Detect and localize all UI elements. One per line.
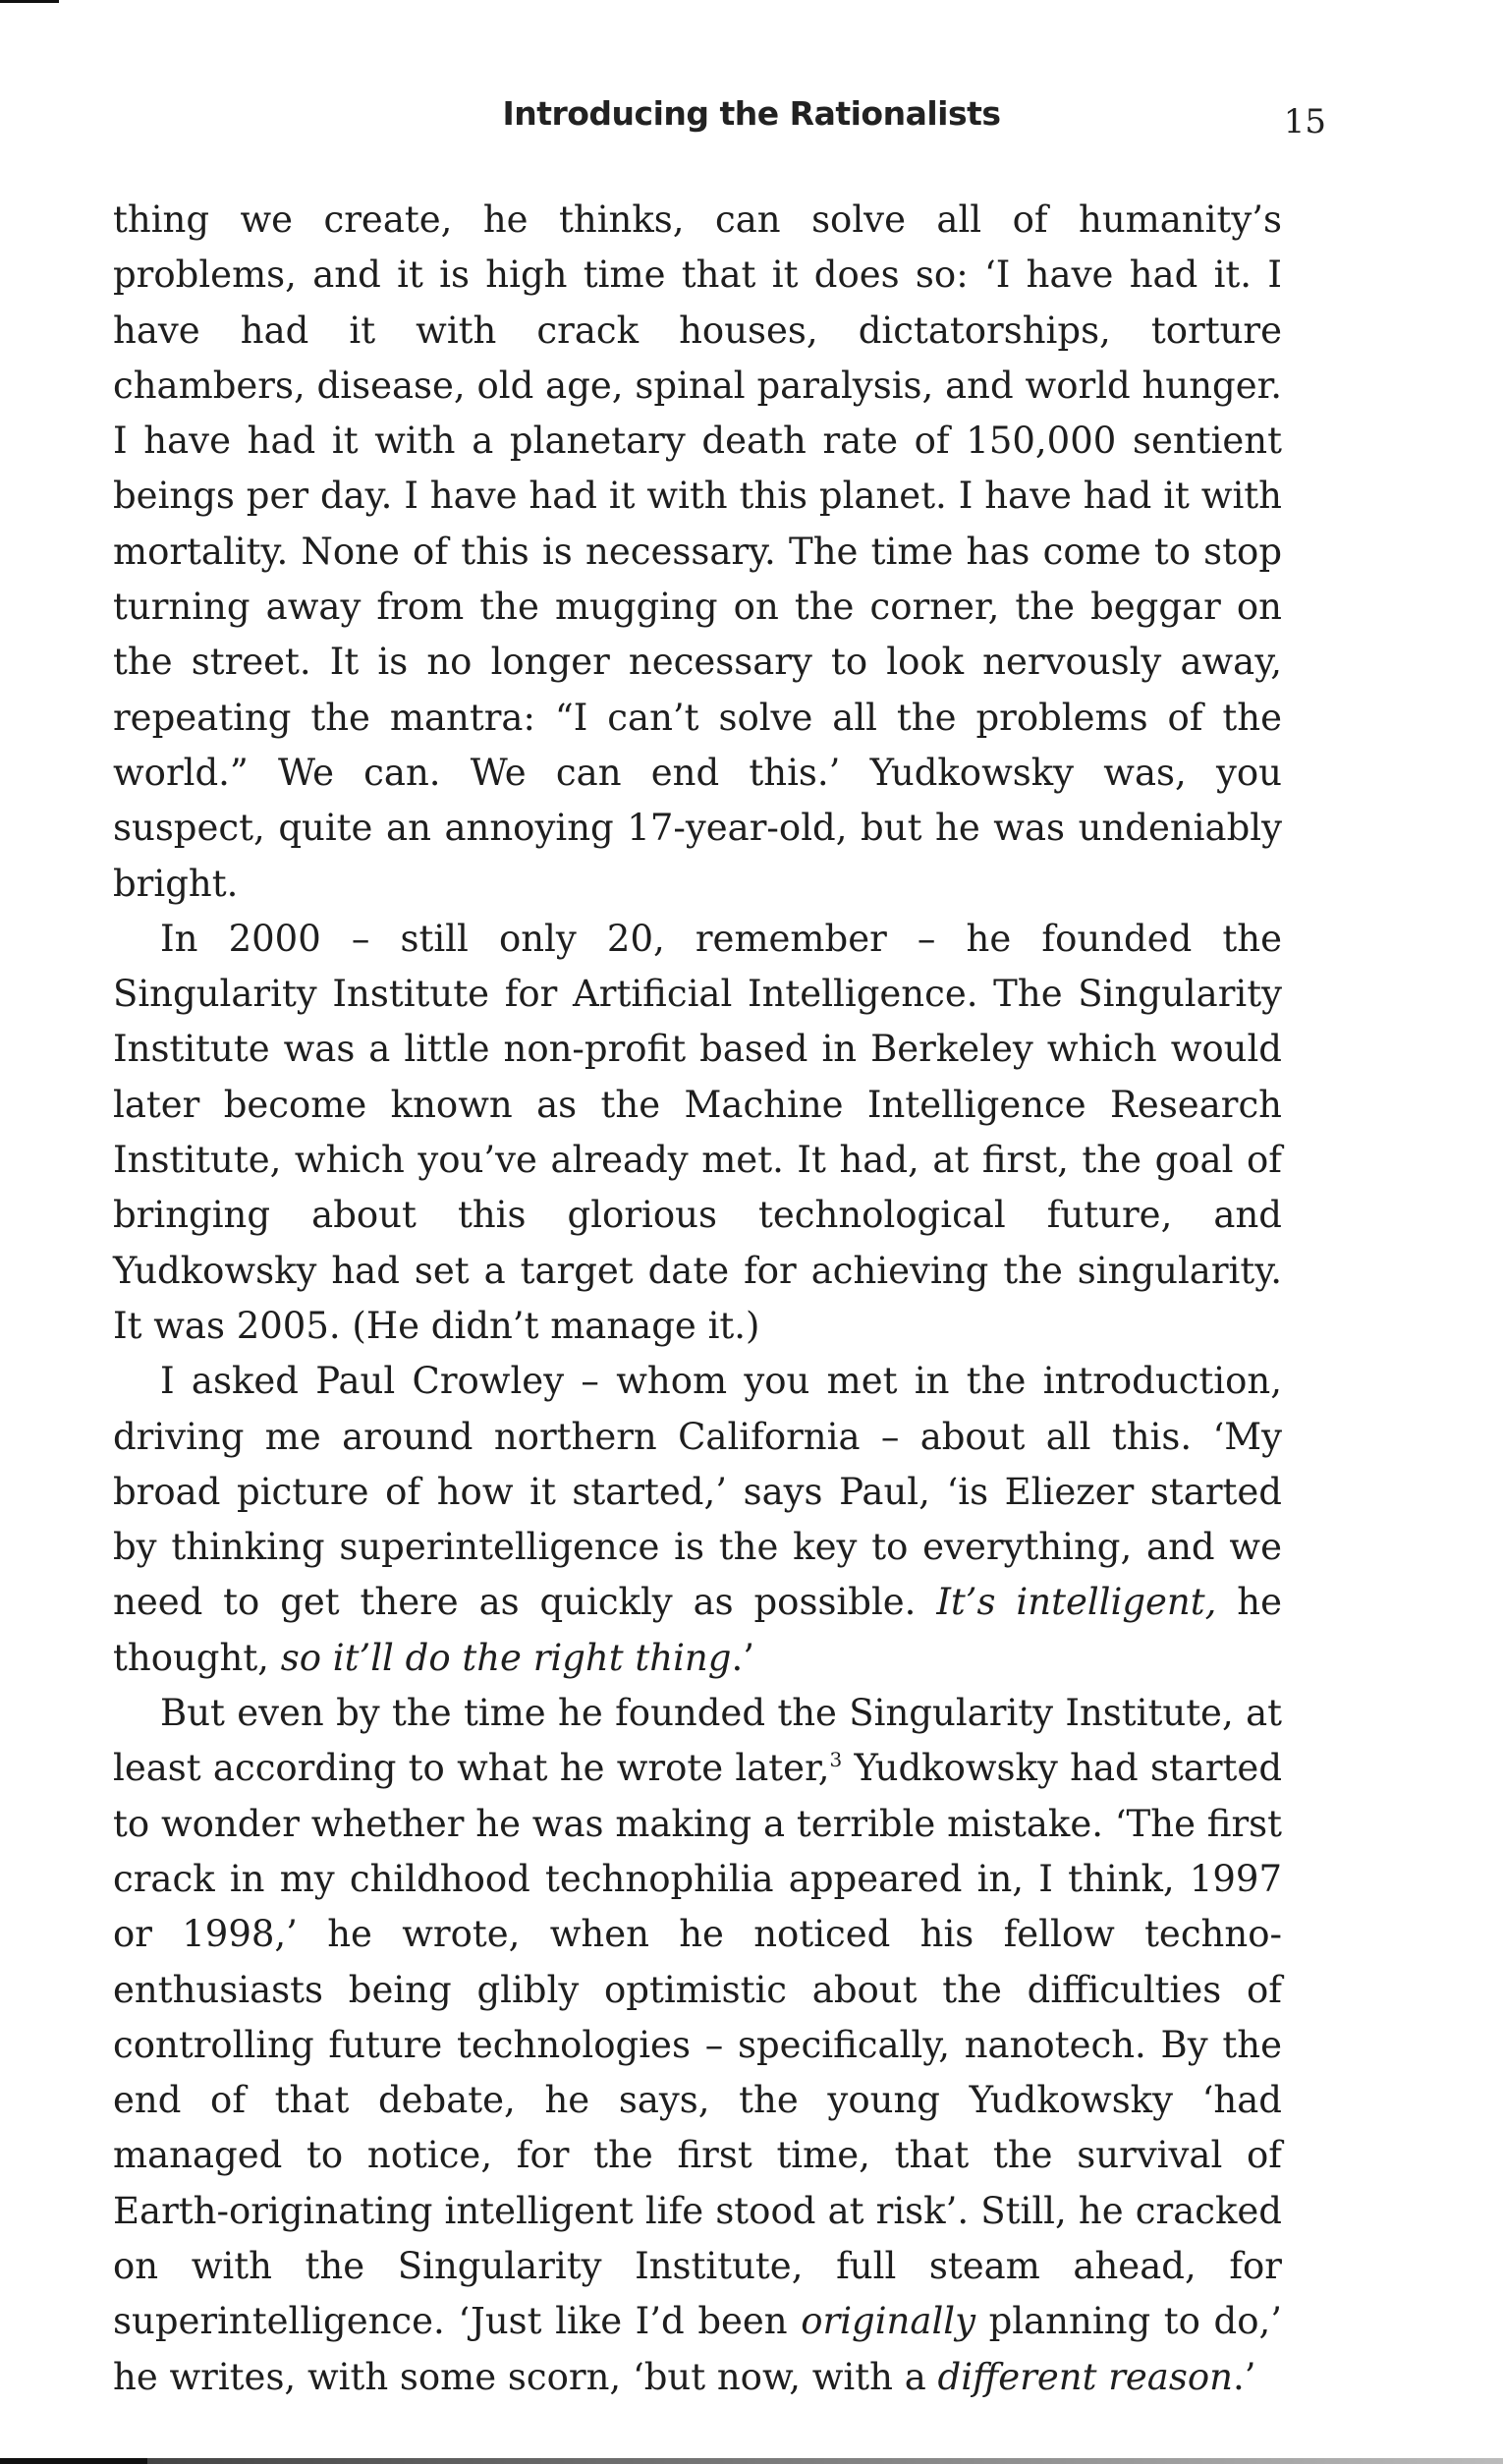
paragraph: [113, 912, 1282, 1354]
text-run: I asked Paul Crowley – whom you met in the introduction, driving me around northern California – about all this. ‘My broad picture of how it started,’ says Paul, ‘is Eliezer started by thinking superintelligence is the key to everything, and we need to get there as quickly as possible.: [113, 1360, 1282, 1624]
paragraph: [113, 1354, 1282, 1686]
text-run: But even by the time he founded the Singularity Institute, at least according to what he wrote later,: [113, 1692, 1282, 1790]
italic-text: so it’ll do the right thing: [280, 1636, 732, 1679]
text-run: thing we create, he thinks, can solve all of humanity’s problems, and it is high time that it does so: ‘I have had it. I have had it with crack houses, dictatorships, torture chambers, disease, old age, spinal paralysis, and world hunger. I have had it with a planetary death rate of 150,000 sentient beings per day. I have had it with this planet. I have had it with mortality. None of this is necessary. The time has come to stop turning away from the mugging on the corner, the beggar on the street. It is no longer necessary to look nervously away, repeating the mantra: “I can’t solve all the problems of the world.” We can. We can end this.’ Yudkowsky was, you suspect, quite an annoying 17-year-old, but he was undeniably bright.: [113, 198, 1282, 905]
paragraph: [113, 1686, 1282, 2405]
text-run: he thought,: [113, 1581, 1282, 1679]
italic-text: originally: [801, 2300, 976, 2343]
scan-edge-bottom: [0, 2458, 1503, 2464]
text-run: Yudkowsky had started to wonder whether he was making a terrible mistake. ‘The first crack in my childhood technophilia appeared in, I think, 1997 or 1998,’ he wrote, when he noticed his fellow techno-enthusiasts being glibly optimistic about the difficulties of controlling future technologies – specifically, nanotech. By the end of that debate, he says, the young Yudkowsky ‘had managed to notice, for the first time, that the survival of Earth-originating intelligent life stood at risk’. Still, he cracked on with the Singularity Institute, full steam ahead, for superintelligence. ‘Just like I’d been: [113, 1747, 1282, 2343]
paragraph: [113, 193, 1282, 912]
body-text: [113, 193, 1282, 2405]
italic-text: different reason: [937, 2355, 1233, 2398]
text-run: planning to do,’ he writes, with some scorn, ‘but now, with a: [113, 2300, 1282, 2398]
page-number: 15: [1283, 102, 1326, 141]
text-run: In 2000 – still only 20, remember – he founded the Singularity Institute for Artificial Intelligence. The Singularity Institute was a little non-profit based in Berkeley which would later become known as the Machine Intelligence Research Institute, which you’ve already met. It had, at first, the goal of bringing about this glorious technological future, and Yudkowsky had set a target date for achieving the singularity. It was 2005. (He didn’t manage it.): [113, 917, 1282, 1347]
text-run: .’: [731, 1636, 754, 1679]
running-head: Introducing the Rationalists: [502, 94, 1001, 133]
text-run: .’: [1232, 2355, 1256, 2398]
scan-edge-top: [0, 0, 59, 3]
footnote-ref: 3: [829, 1748, 843, 1772]
italic-text: It’s intelligent,: [936, 1581, 1217, 1624]
